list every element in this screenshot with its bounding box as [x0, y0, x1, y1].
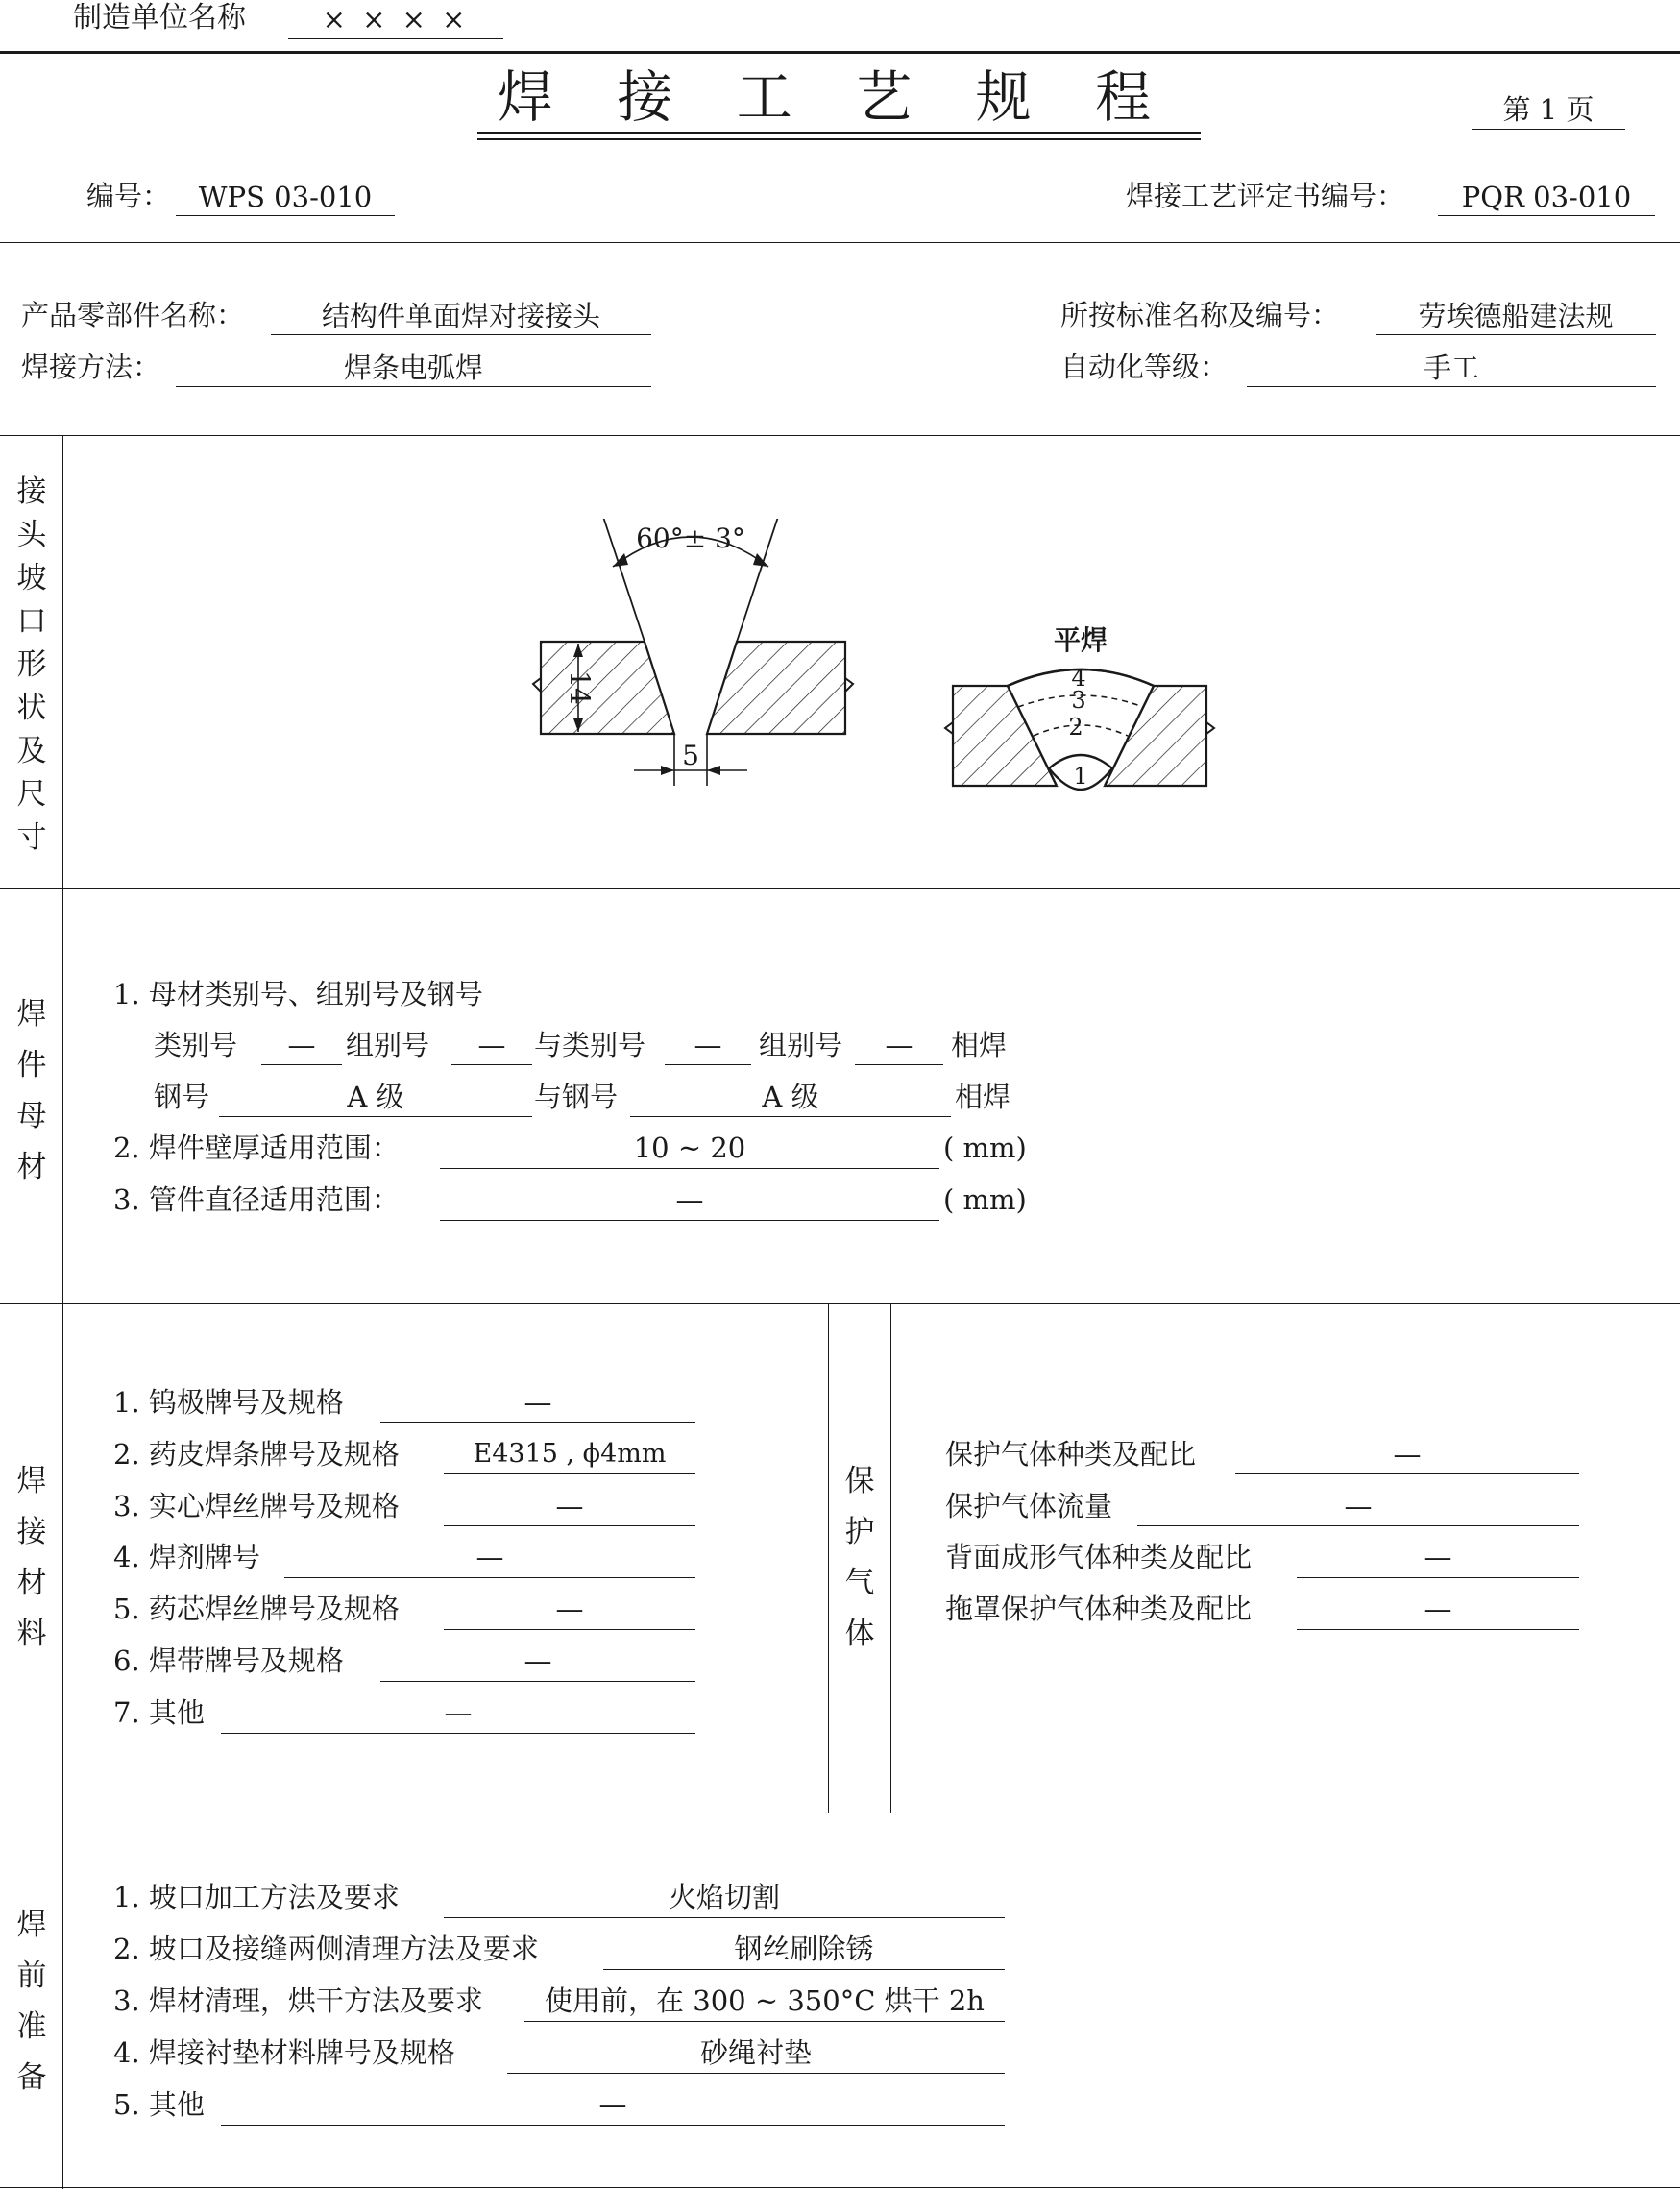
- diameter-range-underline: [440, 1220, 939, 1221]
- page-underline: [1472, 129, 1625, 130]
- diameter-range-unit: ( mm): [943, 1183, 1027, 1216]
- gas-item-1-label: 保护气体种类及配比: [945, 1438, 1197, 1471]
- with-steel-underline: [630, 1116, 951, 1117]
- match-label-1: 相焊: [951, 1029, 1008, 1061]
- row-divider-joint: [0, 888, 1680, 889]
- maker-label: 制造单位名称: [73, 1, 246, 35]
- material-item-7-label: 7. 其他: [113, 1696, 205, 1729]
- prep-item-2-label: 2. 坡口及接缝两侧清理方法及要求: [113, 1933, 539, 1965]
- prep-item-5-value: —: [598, 2088, 627, 2121]
- gas-item-2-label: 保护气体流量: [945, 1490, 1113, 1522]
- category-label: 类别号: [154, 1029, 238, 1061]
- diameter-range-value: —: [675, 1183, 704, 1216]
- prep-section-label: 焊 前 准 备: [16, 1908, 47, 2095]
- material-item-2-label: 2. 药皮焊条牌号及规格: [113, 1438, 400, 1471]
- material-item-7-underline: [221, 1733, 695, 1734]
- material-item-4-label: 4. 焊剂牌号: [113, 1541, 260, 1573]
- prep-item-4-label: 4. 焊接衬垫材料牌号及规格: [113, 2036, 455, 2069]
- angle-dimension: 60°± 3°: [636, 523, 745, 554]
- prep-item-2-value: 钢丝刷除锈: [734, 1933, 874, 1965]
- maker-underline: [288, 38, 503, 39]
- match-label-2: 相焊: [955, 1081, 1011, 1113]
- materials-section-label: 焊 接 材 料: [16, 1464, 47, 1651]
- prep-item-3-underline: [524, 2021, 1005, 2022]
- thickness-dimension: 14: [564, 670, 596, 705]
- wps-underline: [176, 215, 395, 216]
- gas-section-label: 保 护 气 体: [844, 1464, 875, 1651]
- joint-diagram: [519, 519, 1230, 807]
- prep-item-1-value: 火焰切割: [668, 1881, 780, 1913]
- material-item-5-value: —: [555, 1593, 584, 1625]
- with-steel-value: A 级: [762, 1081, 819, 1113]
- material-item-1-value: —: [523, 1386, 552, 1419]
- thickness-range-unit: ( mm): [943, 1132, 1027, 1164]
- top-border: [0, 51, 1680, 54]
- automation-underline: [1247, 386, 1656, 387]
- pqr-underline: [1438, 215, 1655, 216]
- position-label: 平焊: [1053, 624, 1108, 656]
- pqr-value: PQR 03-010: [1461, 181, 1632, 213]
- wps-value: WPS 03-010: [198, 181, 373, 213]
- prep-item-5-underline: [221, 2125, 1005, 2126]
- material-item-2-value: E4315 , ϕ4mm: [473, 1439, 667, 1469]
- base-section-label: 焊 件 母 材: [16, 997, 47, 1184]
- category-underline: [261, 1064, 342, 1065]
- standard-underline: [1376, 334, 1656, 335]
- product-value: 结构件单面焊对接接头: [321, 300, 600, 332]
- material-item-3-label: 3. 实心焊丝牌号及规格: [113, 1490, 400, 1522]
- material-item-6-value: —: [523, 1644, 552, 1677]
- gas-item-4-underline: [1297, 1629, 1579, 1630]
- material-item-4-value: —: [475, 1541, 504, 1573]
- material-item-4-underline: [284, 1577, 695, 1578]
- gap-dimension: 5: [682, 740, 699, 771]
- pass-4-label: 4: [1071, 665, 1086, 692]
- gas-item-3-value: —: [1424, 1541, 1452, 1573]
- material-item-7-value: —: [444, 1696, 473, 1729]
- group-value: —: [477, 1029, 506, 1061]
- method-underline: [176, 386, 651, 387]
- gas-item-4-value: —: [1424, 1593, 1452, 1625]
- joint-section-label: 接 头 坡 口 形 状 及 尺 寸: [16, 474, 47, 855]
- method-label: 焊接方法：: [21, 351, 161, 383]
- base-item-1: 1. 母材类别号、组别号及钢号: [113, 978, 483, 1010]
- gas-item-2-underline: [1137, 1525, 1579, 1526]
- maker-value: × × × ×: [322, 3, 470, 36]
- steel-underline: [219, 1116, 532, 1117]
- automation-label: 自动化等级：: [1060, 351, 1229, 383]
- group-underline: [451, 1064, 532, 1065]
- table-top-line: [0, 435, 1680, 436]
- standard-label: 所按标准名称及编号：: [1060, 299, 1340, 331]
- product-label: 产品零部件名称：: [21, 299, 245, 331]
- with-category-label: 与类别号: [534, 1029, 646, 1061]
- prep-item-5-label: 5. 其他: [113, 2088, 205, 2121]
- gas-item-2-value: —: [1344, 1490, 1373, 1522]
- material-item-5-underline: [444, 1629, 695, 1630]
- standard-value: 劳埃德船建法规: [1418, 300, 1614, 332]
- row-divider-base: [0, 1303, 1680, 1304]
- with-category-value: —: [694, 1029, 722, 1061]
- product-underline: [271, 334, 651, 335]
- material-item-6-underline: [380, 1681, 695, 1682]
- title-underline-1: [477, 132, 1201, 134]
- gas-item-1-underline: [1235, 1473, 1579, 1474]
- automation-value: 手工: [1423, 352, 1479, 384]
- with-category-underline: [665, 1064, 751, 1065]
- material-item-5-label: 5. 药芯焊丝牌号及规格: [113, 1593, 400, 1625]
- gas-item-3-underline: [1297, 1577, 1579, 1578]
- prep-item-1-underline: [444, 1917, 1005, 1918]
- steel-label: 钢号: [154, 1081, 210, 1113]
- diameter-range-label: 3. 管件直径适用范围：: [113, 1183, 400, 1216]
- gas-right-line: [890, 1303, 891, 1813]
- thickness-range-underline: [440, 1168, 939, 1169]
- title-underline-2: [477, 138, 1201, 140]
- page-number: 第 1 页: [1502, 93, 1595, 126]
- pass-3-label: 3: [1071, 687, 1086, 714]
- prep-item-4-underline: [507, 2073, 1005, 2074]
- material-item-2-underline: [444, 1473, 695, 1474]
- material-item-3-underline: [444, 1525, 695, 1526]
- group-label: 组别号: [346, 1029, 430, 1061]
- material-item-3-value: —: [555, 1490, 584, 1522]
- prep-item-3-label: 3. 焊材清理，烘干方法及要求: [113, 1984, 483, 2017]
- group2-value: —: [885, 1029, 913, 1061]
- with-steel-label: 与钢号: [534, 1081, 619, 1113]
- steel-value: A 级: [347, 1081, 404, 1113]
- table-bottom-line: [0, 2187, 1680, 2188]
- header-divider: [0, 242, 1680, 243]
- prep-item-4-value: 砂绳衬垫: [699, 2036, 812, 2069]
- material-item-6-label: 6. 焊带牌号及规格: [113, 1644, 344, 1677]
- document-title: 焊 接 工 艺 规 程: [497, 64, 1175, 130]
- category-value: —: [287, 1029, 316, 1061]
- wps-label: 编号：: [86, 180, 171, 212]
- pass-2-label: 2: [1068, 714, 1083, 741]
- material-item-1-label: 1. 钨极牌号及规格: [113, 1386, 344, 1419]
- method-value: 焊条电弧焊: [343, 352, 483, 384]
- thickness-range-label: 2. 焊件壁厚适用范围：: [113, 1132, 400, 1164]
- prep-item-3-value: 使用前，在 300 ~ 350°C 烘干 2h: [545, 1984, 985, 2017]
- pass-1-label: 1: [1073, 763, 1088, 790]
- material-item-1-underline: [380, 1422, 695, 1423]
- group2-underline: [855, 1064, 943, 1065]
- prep-item-1-label: 1. 坡口加工方法及要求: [113, 1881, 400, 1913]
- pqr-label: 焊接工艺评定书编号：: [1126, 180, 1405, 212]
- gas-item-4-label: 拖罩保护气体种类及配比: [945, 1593, 1253, 1625]
- prep-item-2-underline: [603, 1969, 1005, 1970]
- gas-item-1-value: —: [1393, 1438, 1422, 1471]
- gas-item-3-label: 背面成形气体种类及配比: [945, 1541, 1253, 1573]
- group2-label: 组别号: [759, 1029, 843, 1061]
- thickness-range-value: 10 ~ 20: [633, 1132, 746, 1164]
